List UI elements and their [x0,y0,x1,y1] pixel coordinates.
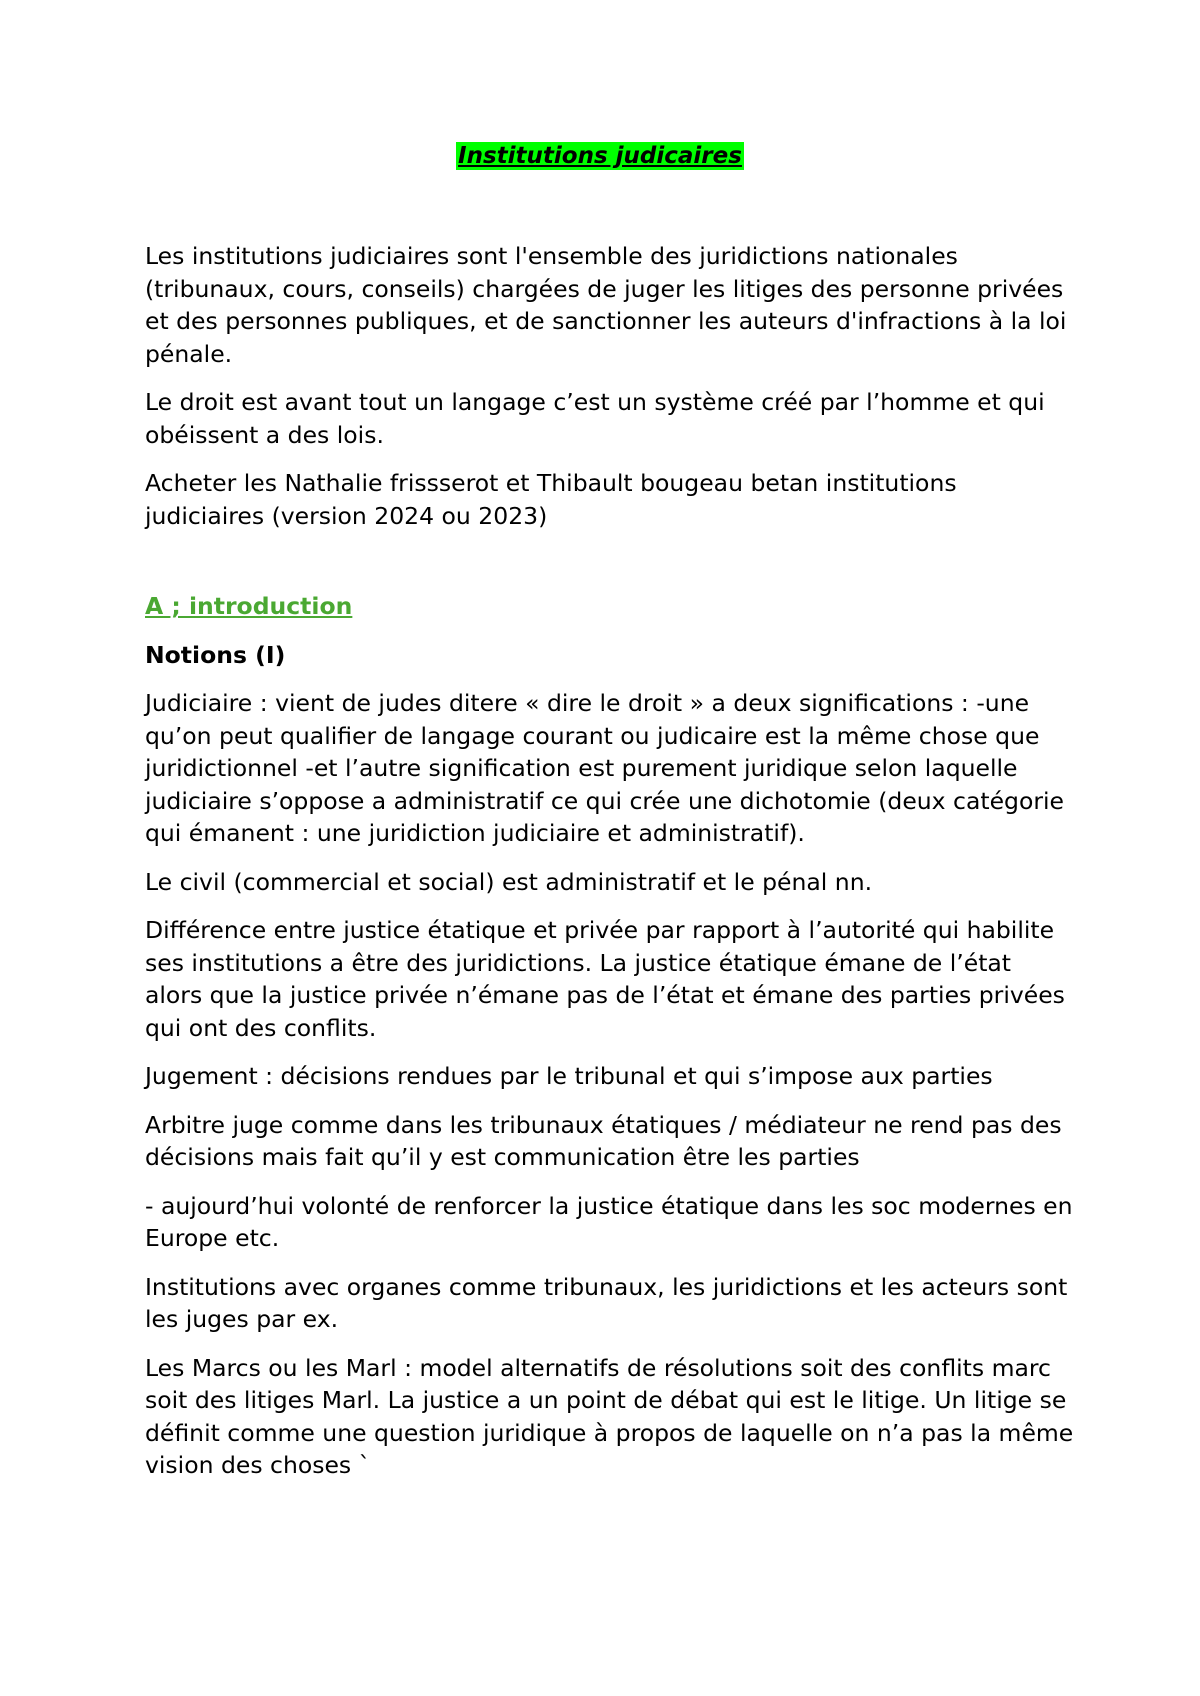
body-paragraph-6: - aujourd’hui volonté de renforcer la justice étatique dans les soc modernes en Europe etc. [145,1191,1073,1252]
body-paragraph-3: Différence entre justice étatique et privée par rapport à l’autorité qui habilite ses institutions a être des juridictions. La justice étatique émane de l’état alors que la justice privée n’émane pas de l’état et émane des parties privées qui ont des conflits. [145,916,1065,1042]
subheading: Notions (I) [145,640,286,669]
body-paragraph-7: Institutions avec organes comme tribunaux, les juridictions et les acteurs sont les juges par ex. [145,1272,1068,1333]
body-paragraph-5: Arbitre juge comme dans les tribunaux étatiques / médiateur ne rend pas des décisions mais fait qu’il y est communication être les parties [145,1110,1062,1171]
document-body [145,240,1075,1498]
section-heading: A ; introduction [145,592,353,620]
intro-paragraph-3: Acheter les Nathalie frissserot et Thibault bougeau betan institutions judiciaires (version 2024 ou 2023) [145,469,957,530]
document-title: Institutions judicaires [458,143,742,169]
body-paragraph-1: Judiciaire : vient de judes ditere « dire le droit » a deux significations : -une qu’on peut qualifier de langage courant ou judicaire est la même chose que juridictionnel -et l’autre signification est purement juridique selon laquelle judiciaire s’oppose a administratif ce qui crée une dichotomie (deux catégorie qui émanent : une juridiction judiciaire et administratif). [145,689,1064,847]
intro-paragraph-1: Les institutions judiciaires sont l'ensemble des juridictions nationales (tribunaux, cours, conseils) chargées de juger les litiges des personne privées et des personnes publiques, et de sanctionner les auteurs d'infractions à la loi pénale. [145,242,1067,368]
intro-paragraph-2: Le droit est avant tout un langage c’est un système créé par l’homme et qui obéissent a des lois. [145,388,1045,449]
body-paragraph-8: Les Marcs ou les Marl : model alternatifs de résolutions soit des conflits marc soit des litiges Marl. La justice a un point de débat qui est le litige. Un litige se définit comme une question juridique à propos de laquelle on n’a pas la même vision des choses ` [145,1353,1074,1479]
body-paragraph-2: Le civil (commercial et social) est administratif et le pénal nn. [145,867,873,896]
body-paragraph-4: Jugement : décisions rendues par le tribunal et qui s’impose aux parties [145,1062,993,1090]
title-container [0,142,1200,170]
